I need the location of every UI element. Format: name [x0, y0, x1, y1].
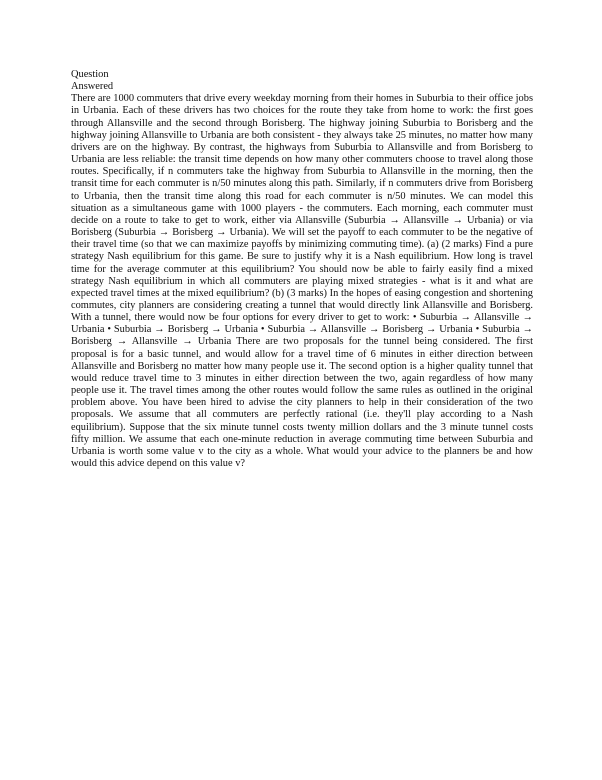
question-document	[71, 69, 533, 470]
answered-status: Answered	[71, 81, 114, 93]
question-label: Question	[71, 69, 109, 80]
question-body-text: There are 1000 commuters that drive every weekday morning from their homes in Suburbia to their office jobs in Urbania. Each of these drivers has two choices for the route they take from home to work: the first goes through Allansville and the second through Borisberg. The highway joining Suburbia to Borisberg and the highway joining Allansville to Urbania are both consistent - they always take 25 minutes, no matter how many drivers are on the highway. By contrast, the highways from Suburbia to Allansville and from Borisberg to Urbania are less reliable: the transit time depends on how many other commuters choose to travel along those routes. Specifically, if n commuters take the highway from Suburbia to Allansville in the morning, then the transit time for each commuter is n/50 minutes along this path. Similarly, if n commuters drive from Borisberg to Urbania, then the transit time along this road for each commuter is n/50 minutes. We can model this situation as a simultaneous game with 1000 players - the commuters. Each morning, each commuter must decide on a route to take to get to work, either via Allansville (Suburbia → Allansville → Urbania) or via Borisberg (Suburbia → Borisberg → Urbania). We will set the payoff to each commuter to be the negative of their travel time (so that we can maximize payoffs by minimizing commuting time). (a) (2 marks) Find a pure strategy Nash equilibrium for this game. Be sure to justify why it is a Nash equilibrium. How long is travel time for the average commuter at this equilibrium? You should now be able to fairly easily find a mixed strategy Nash equilibrium in which all commuters are playing mixed strategies - what is it and what are expected travel times at the mixed equilibrium? (b) (3 marks) In the hopes of easing congestion and shortening commutes, city planners are considering creating a tunnel that would directly link Allansville and Borisberg. With a tunnel, there would now be four options for every driver to get to work: • Suburbia → Allansville → Urbania • Suburbia → Borisberg → Urbania • Suburbia → Allansville → Borisberg → Urbania • Suburbia → Borisberg → Allansville → Urbania There are two proposals for the tunnel being considered. The first proposal is for a basic tunnel, and would allow for a travel time of 6 minutes in either direction between Allansville and Borisberg no matter how many people use it. The second option is a higher quality tunnel that would reduce travel time to 3 minutes in either direction between the two, again regardless of how many people use it. The travel times among the other routes would follow the same rules as outlined in the original problem above. You have been hired to advise the city planners to help in their consideration of the two proposals. We assume that all commuters are perfectly rational (i.e. they'll play according to a Nash equilibrium). Suppose that the six minute tunnel costs twenty million dollars and the 3 minute tunnel costs fifty million. We assume that each one-minute reduction in average commuting time between Suburbia and Urbania is worth some value v to the city as a whole. What would your advice to the planners be and how would this advice depend on this value v?	[71, 93, 533, 469]
